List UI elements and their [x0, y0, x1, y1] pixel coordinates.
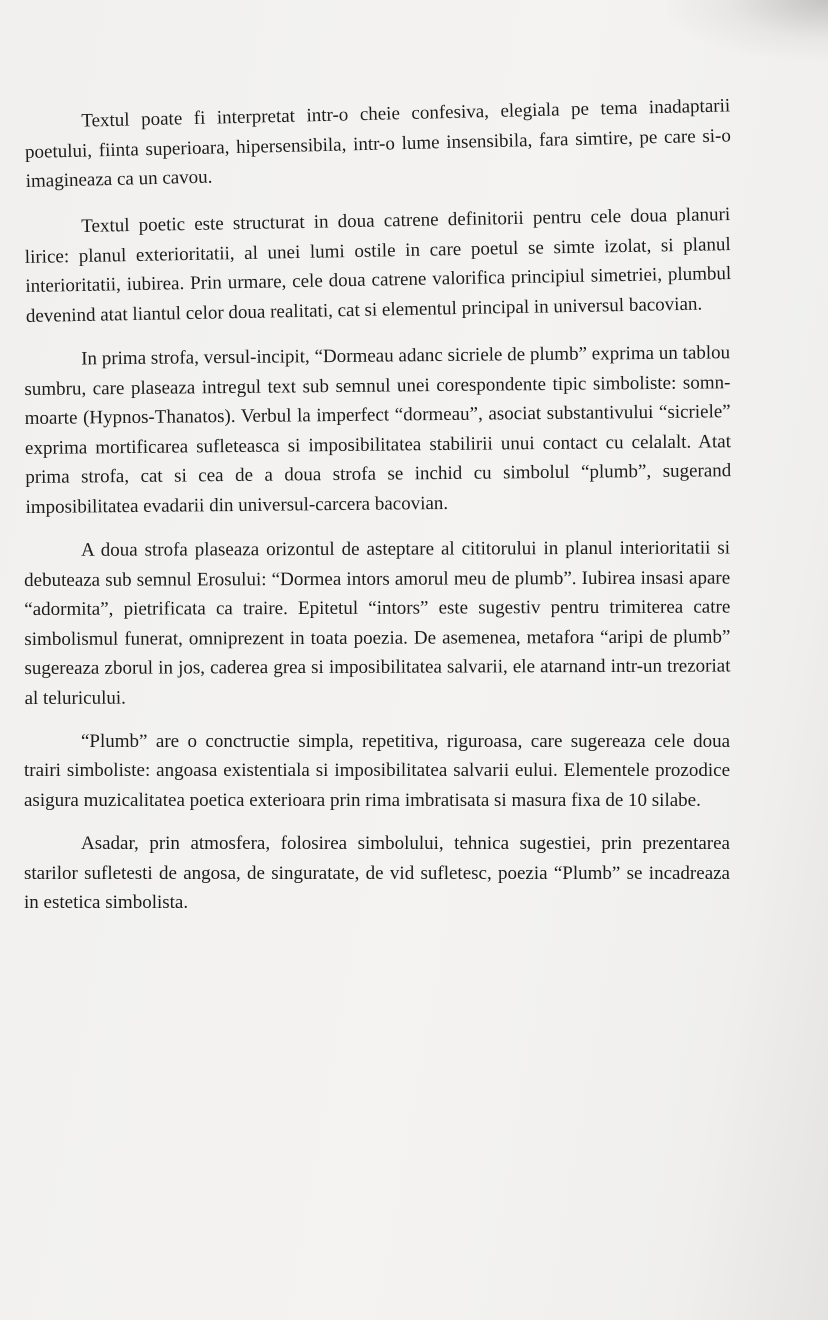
paragraph-first-stanza: In prima strofa, versul-incipit, “Dormeau adanc sicriele de plumb” exprima un tablou sumbru, care plaseaza intregul text sub semnul unei corespondente tipic simboliste: somn-moarte (Hypnos-Thanatos). Verbul la imperfect “dormeau”, asociat substantivului “sicriele” exprima mortificarea sufleteasca si imposibilitatea stabilirii unui contact cu celalalt. Atat prima strofa, cat si cea de a doua strofa se inchid cu simbolul “plumb”, sugerand imposibilitatea evadarii din universul-carcera bacovian.: [24, 341, 732, 517]
paragraph-structure: Textul poetic este structurat in doua catrene definitorii pentru cele doua planuri lirice: planul exterioritatii, al unei lumi ostile in care poetul se simte izolat, si planul interioritatii, iubirea. Prin urmare, cele doua catrene valorifica principiul simetriei, plumbul devenind atat liantul celor doua realitati, cat si elementul principal in universul bacovian.: [24, 203, 732, 326]
paragraph-construction: “Plumb” are o conctructie simpla, repetitiva, riguroasa, care sugereaza cele doua trairi simboliste: angoasa existentiala si imposibilitatea salvarii eului. Elementele prozodice asigura muzicalitatea poetica exterioara prin rima imbratisata si masura fixa de 10 silabe.: [24, 730, 730, 811]
paragraph-second-stanza: A doua strofa plaseaza orizontul de asteptare al cititorului in planul interioritatii si debuteaza sub semnul Erosului: “Dormea intors amorul meu de plumb”. Iubirea insasi apare “adormita”, pietrificata ca traire. Epitetul “intors” este sugestiv pentru trimiterea catre simbolismul funerat, omniprezent in toata poezia. De asemenea, metafora “aripi de plumb” sugereaza zborul in jos, caderea grea si imposibilitatea salvarii, ele atarnand intr-un trezoriat al teluricului.: [24, 537, 731, 708]
paragraph-conclusion: Asadar, prin atmosfera, folosirea simbolului, tehnica sugestiei, prin prezentarea starilor sufletesti de angosa, de singuratate, de vid sufletesc, poezia “Plumb” se incadreaza in estetica simbolista.: [24, 833, 730, 913]
document-page: [24, 95, 732, 932]
page-corner-shadow: [668, 0, 828, 60]
paragraph-intro: Textul poate fi interpretat intr-o cheie confesiva, elegiala pe tema inadaptarii poetului, fiinta superioara, hipersensibila, intr-o lume insensibila, fara simtire, pe care si-o imagineaza ca un cavou.: [24, 95, 732, 192]
